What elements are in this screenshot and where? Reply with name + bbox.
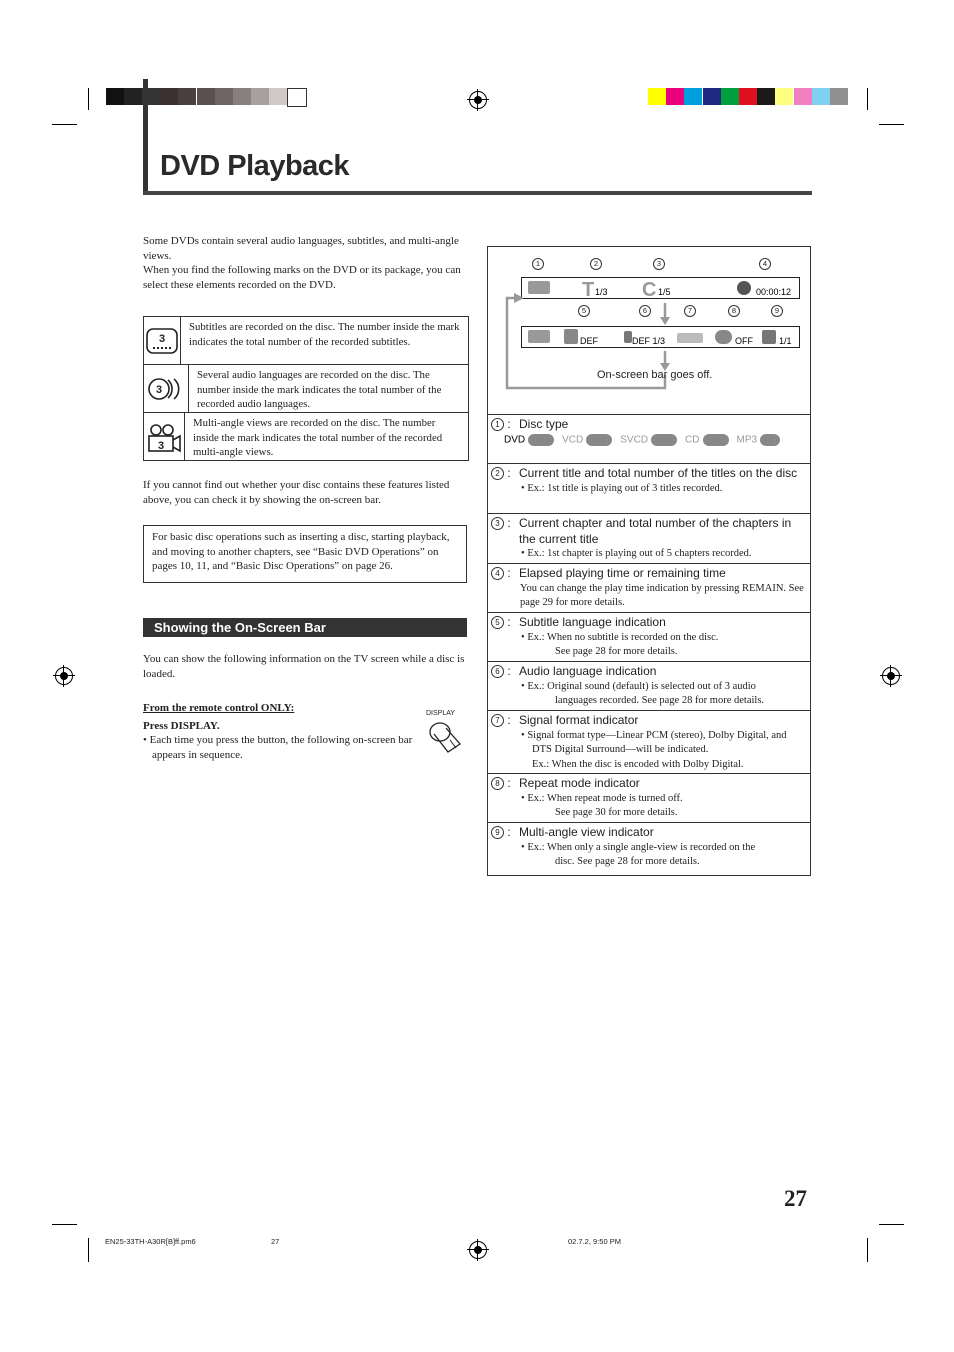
osd-item xyxy=(487,612,811,660)
osd-item-heading: 1 : Disc type xyxy=(487,415,811,433)
display-button-label: DISPLAY xyxy=(426,710,456,717)
color-swatch xyxy=(197,88,215,105)
footer-timestamp: 02.7.2, 9:50 PM xyxy=(568,1237,621,1246)
item-number: 4 : xyxy=(491,566,519,582)
disc-logo-icon xyxy=(760,434,780,446)
osd-item-detail: • Ex.: 1st title is playing out of 3 titles recorded. xyxy=(521,482,723,494)
osd-number-label: 6 xyxy=(639,305,651,317)
osd-item xyxy=(487,822,811,870)
item-number: 5 : xyxy=(491,615,519,631)
osd-subtitle: DEF xyxy=(580,336,598,346)
osd-item xyxy=(487,661,811,709)
osd-time: 00:00:12 xyxy=(756,287,792,297)
mark-row xyxy=(144,317,468,364)
registration-mark-icon xyxy=(469,1241,487,1259)
section-heading: Showing the On-Screen Bar xyxy=(143,618,467,637)
color-swatch xyxy=(178,88,196,105)
intro-text xyxy=(143,234,468,292)
osd-item-detail: languages recorded. See page 28 for more details. xyxy=(555,695,765,706)
osd-item-detail: See page 28 for more details. xyxy=(555,646,678,657)
osd-audio: DEF 1/3 xyxy=(632,336,666,346)
color-swatch xyxy=(775,88,793,105)
osd-item xyxy=(487,710,811,772)
color-swatch xyxy=(757,88,775,105)
disc-type-row xyxy=(487,434,811,446)
item-number: 1 : xyxy=(491,417,519,433)
osd-number-label: 3 xyxy=(653,258,665,270)
title-accent-bar xyxy=(143,79,148,195)
color-swatch xyxy=(648,88,666,105)
item-number: 3 : xyxy=(491,516,519,532)
disc-logo-icon xyxy=(586,434,612,446)
osd-number-label: 1 xyxy=(532,258,544,270)
mark-row xyxy=(144,364,468,412)
registration-mark-icon xyxy=(469,91,487,109)
color-swatch xyxy=(124,88,142,105)
osd-item-detail: • Ex.: When only a single angle-view is recorded on the xyxy=(521,841,756,853)
crop-mark xyxy=(88,1238,89,1262)
osd-number-label: 8 xyxy=(728,305,740,317)
display-button-icon xyxy=(426,718,468,761)
page-title: DVD Playback xyxy=(160,150,350,182)
osd-number-label: 7 xyxy=(684,305,696,317)
clock-icon xyxy=(737,281,751,295)
color-swatch xyxy=(739,88,757,105)
title-icon: T xyxy=(582,279,595,301)
intro-paragraph: When you find the following marks on the DVD or its package, you can select these elements recorded on the DVD. xyxy=(143,264,461,291)
color-swatch xyxy=(830,88,848,105)
angle-mark-icon xyxy=(144,413,185,460)
color-swatch xyxy=(812,88,830,105)
color-swatch xyxy=(684,88,702,105)
section-intro: You can show the following information on the TV screen while a disc is loaded. xyxy=(143,653,465,680)
osd-chapter-count: 1/5 xyxy=(658,287,671,297)
remote-heading: From the remote control ONLY: xyxy=(143,702,295,714)
osd-item xyxy=(487,463,811,496)
angle-icon xyxy=(762,330,776,344)
color-swatch xyxy=(287,88,307,107)
osd-item-detail: • Signal format type—Linear PCM (stereo), Dolby Digital, and DTS Digital Surround—will be indicated. xyxy=(521,729,787,755)
mark-description: Several audio languages are recorded on the disc. The number inside the mark indicates the total number of the recorded audio languages. xyxy=(197,369,442,410)
crop-mark xyxy=(88,88,89,110)
osd-item-detail: • Ex.: When no subtitle is recorded on the disc. xyxy=(521,631,719,643)
disc-logo-icon xyxy=(528,434,554,446)
color-swatch xyxy=(106,88,124,105)
crop-mark xyxy=(879,1224,904,1225)
osd-item-detail: You can change the play time indication by pressing REMAIN. See page 29 for more details. xyxy=(520,582,804,608)
osd-item-detail: Ex.: When the disc is encoded with Dolby Digital. xyxy=(532,758,744,770)
osd-number-label: 9 xyxy=(771,305,783,317)
osd-off-label: On-screen bar goes off. xyxy=(597,369,713,381)
feature-check-text: If you cannot find out whether your disc contains these features listed above, you can check it by showing the on-screen bar. xyxy=(143,479,450,506)
osd-item-detail: disc. See page 28 for more details. xyxy=(555,856,700,867)
subtitle-mark-icon xyxy=(144,317,181,364)
item-number: 6 : xyxy=(491,664,519,680)
mark-description: Subtitles are recorded on the disc. The number inside the mark indicates the total number of the recorded subtitles. xyxy=(189,321,460,348)
color-swatch xyxy=(721,88,739,105)
disc-logo-icon xyxy=(703,434,729,446)
color-swatch xyxy=(160,88,178,105)
osd-item-heading: 7 : Signal format indicator xyxy=(487,711,811,729)
color-swatch xyxy=(703,88,721,105)
disc-type-label: SVCD xyxy=(620,434,649,446)
osd-number-label: 2 xyxy=(590,258,602,270)
marks-table xyxy=(143,316,469,461)
item-number: 2 : xyxy=(491,466,519,482)
press-instruction: Press DISPLAY. xyxy=(143,720,220,732)
intro-paragraph: Some DVDs contain several audio languages, subtitles, and multi-angle views. xyxy=(143,235,459,262)
mark-number: 3 xyxy=(157,439,165,452)
crop-mark xyxy=(52,1224,77,1225)
repeat-icon xyxy=(715,330,732,344)
osd-item xyxy=(487,773,811,821)
mark-description: Multi-angle views are recorded on the disc. The number inside the mark indicates the total number of the recorded multi-angle views. xyxy=(193,417,443,458)
page-number: 27 xyxy=(784,1186,807,1211)
color-swatch xyxy=(794,88,812,105)
osd-title-count: 1/3 xyxy=(595,287,608,297)
registration-mark-icon xyxy=(55,667,73,685)
color-swatch xyxy=(269,88,287,105)
osd-repeat: OFF xyxy=(735,336,753,346)
disc-type-label: DVD xyxy=(504,434,526,446)
crop-mark xyxy=(867,1238,868,1262)
color-swatch xyxy=(251,88,269,105)
osd-item-detail: See page 30 for more details. xyxy=(555,807,678,818)
osd-item xyxy=(487,563,811,611)
osd-item xyxy=(487,414,811,446)
osd-number-label: 5 xyxy=(578,305,590,317)
audio-mark-icon xyxy=(144,365,189,412)
osd-item-heading: 5 : Subtitle language indication xyxy=(487,613,811,631)
osd-item xyxy=(487,513,811,562)
osd-item-heading: 6 : Audio language indication xyxy=(487,662,811,680)
osd-item-heading: 8 : Repeat mode indicator xyxy=(487,774,811,792)
disc-logo-icon xyxy=(651,434,677,446)
osd-item-detail: • Ex.: 1st chapter is playing out of 5 chapters recorded. xyxy=(521,548,752,559)
osd-item-heading: 9 : Multi-angle view indicator xyxy=(487,823,811,841)
osd-item-heading: 3 : Current chapter and total number of the chapters in the current title xyxy=(487,514,811,547)
osd-item-detail: • Ex.: When repeat mode is turned off. xyxy=(521,792,683,804)
mark-number: 3 xyxy=(155,383,163,396)
color-swatch xyxy=(233,88,251,105)
disc-type-label: VCD xyxy=(562,434,584,446)
osd-item-heading: 4 : Elapsed playing time or remaining time xyxy=(487,564,811,582)
note-box: For basic disc operations such as inserting a disc, starting playback, and moving to another chapters, see “Basic DVD Operations” on pages 10, 11, and “Basic Disc Operations” on page 26. xyxy=(143,525,467,583)
disc-type-label: MP3 xyxy=(736,434,758,446)
item-number: 8 : xyxy=(491,776,519,792)
color-swatch xyxy=(215,88,233,105)
crop-mark xyxy=(879,124,904,125)
mark-row xyxy=(144,412,468,460)
registration-mark-icon xyxy=(882,667,900,685)
title-underline xyxy=(143,191,812,195)
osd-item-detail: • Ex.: Original sound (default) is selected out of 3 audio xyxy=(521,680,756,692)
disc-type-label: CD xyxy=(685,434,700,446)
crop-mark xyxy=(867,88,868,110)
osd-angle: 1/1 xyxy=(779,336,792,346)
crop-mark xyxy=(52,124,77,125)
footer-file: EN25-33TH-A30R[B]ff.pm6 xyxy=(105,1237,196,1246)
osd-item-heading: 2 : Current title and total number of the titles on the disc xyxy=(487,464,811,482)
osd-number-label: 4 xyxy=(759,258,771,270)
color-swatch xyxy=(666,88,684,105)
bullet-text: • Each time you press the button, the following on-screen bar appears in sequence. xyxy=(143,734,413,761)
item-number: 7 : xyxy=(491,713,519,729)
mark-number: 3 xyxy=(158,332,166,345)
signal-format-icon xyxy=(677,333,703,343)
item-number: 9 : xyxy=(491,825,519,841)
chapter-icon: C xyxy=(642,279,657,301)
footer-page: 27 xyxy=(271,1237,280,1246)
